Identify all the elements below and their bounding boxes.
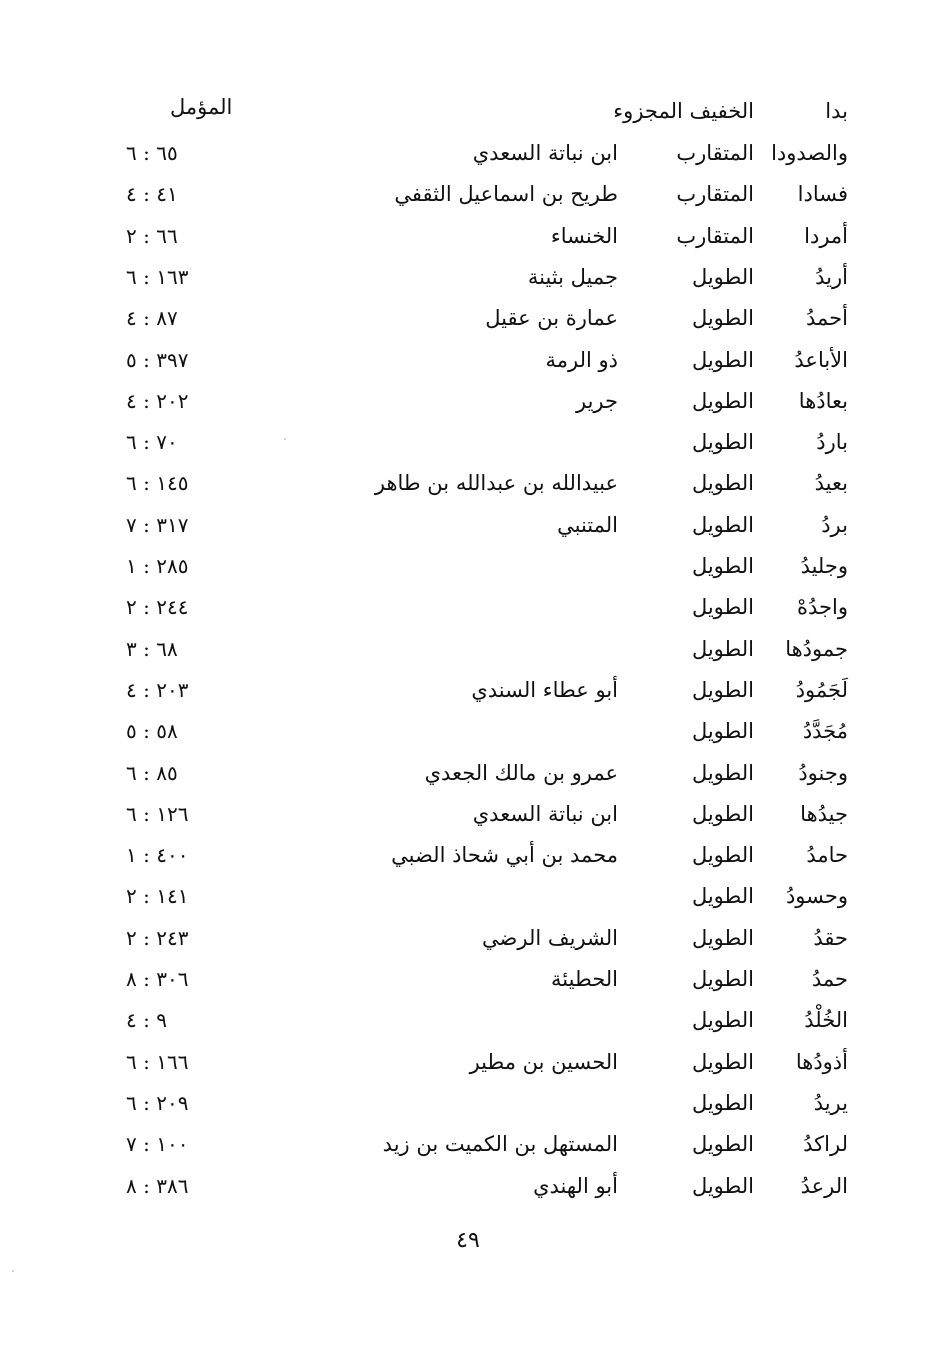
poet-name: الشريف الرضي bbox=[482, 926, 618, 950]
rhyme-word: وحسودُ bbox=[785, 884, 848, 908]
poet-name: أبو الهندي bbox=[533, 1174, 618, 1198]
source-reference: ٢٨٥ : ١ bbox=[126, 554, 189, 578]
poet-name: المستهل بن الكميت بن زيد bbox=[382, 1132, 618, 1156]
rhyme-word: حقدُ bbox=[813, 926, 848, 950]
rhyme-word: وجليدُ bbox=[800, 554, 848, 578]
page-number: ٤٩ bbox=[456, 1228, 480, 1253]
table-row bbox=[0, 468, 936, 509]
meter-name: الطويل bbox=[691, 595, 754, 619]
poet-name: عمرو بن مالك الجعدي bbox=[424, 761, 618, 785]
meter-name: المتقارب bbox=[676, 224, 754, 248]
source-reference: ٣٩٧ : ٥ bbox=[126, 348, 189, 372]
header-rhyme: بدا bbox=[825, 99, 848, 123]
source-reference: ٩ : ٤ bbox=[126, 1008, 167, 1032]
source-reference: ٢٠٢ : ٤ bbox=[126, 389, 189, 413]
scan-speck bbox=[284, 438, 286, 440]
poet-name: الحسين بن مطير bbox=[469, 1050, 618, 1074]
rhyme-word: الأباعدُ bbox=[794, 348, 848, 372]
poet-name: ابن نباتة السعدي bbox=[472, 802, 618, 826]
rhyme-word: جمودُها bbox=[785, 637, 848, 661]
table-row bbox=[0, 179, 936, 220]
header-row bbox=[0, 96, 936, 137]
table-row bbox=[0, 427, 936, 468]
meter-name: المتقارب bbox=[676, 182, 754, 206]
meter-name: الطويل bbox=[691, 554, 754, 578]
source-reference: ٤١ : ٤ bbox=[126, 182, 178, 206]
table-row bbox=[0, 1129, 936, 1170]
poet-name: الحطيئة bbox=[551, 967, 618, 991]
meter-name: الطويل bbox=[691, 678, 754, 702]
meter-name: الطويل bbox=[691, 926, 754, 950]
poet-name: عمارة بن عقيل bbox=[485, 306, 618, 330]
source-reference: ١٦٦ : ٦ bbox=[126, 1050, 189, 1074]
meter-name: الطويل bbox=[691, 637, 754, 661]
meter-name: الطويل bbox=[691, 348, 754, 372]
meter-name: الطويل bbox=[691, 843, 754, 867]
source-reference: ١٤٥ : ٦ bbox=[126, 471, 189, 495]
source-reference: ١٢٦ : ٦ bbox=[126, 802, 189, 826]
meter-name: الطويل bbox=[691, 430, 754, 454]
table-row bbox=[0, 634, 936, 675]
rhyme-word: أذودُها bbox=[795, 1050, 848, 1074]
source-reference: ٢٤٤ : ٢ bbox=[126, 595, 189, 619]
rhyme-word: بردُ bbox=[821, 513, 848, 537]
table-row bbox=[0, 345, 936, 386]
source-reference: ٤٠٠ : ١ bbox=[126, 843, 189, 867]
rhyme-word: حمدُ bbox=[811, 967, 848, 991]
meter-name: الطويل bbox=[691, 802, 754, 826]
source-reference: ٦٨ : ٣ bbox=[126, 637, 178, 661]
table-row bbox=[0, 923, 936, 964]
poet-name: جميل بثينة bbox=[527, 265, 618, 289]
rhyme-word: لَجَمُودُ bbox=[795, 678, 848, 702]
source-reference: ١٤١ : ٢ bbox=[126, 884, 189, 908]
table-row bbox=[0, 551, 936, 592]
table-row bbox=[0, 592, 936, 633]
table-row bbox=[0, 675, 936, 716]
poet-name: أبو عطاء السندي bbox=[471, 678, 618, 702]
scan-speck bbox=[12, 1270, 14, 1272]
table-row bbox=[0, 1047, 936, 1088]
rhyme-word: الخُلْدُ bbox=[804, 1008, 848, 1032]
source-reference: ١٦٣ : ٦ bbox=[126, 265, 189, 289]
table-row bbox=[0, 1005, 936, 1046]
poet-name: الخنساء bbox=[550, 224, 618, 248]
poet-name: طريح بن اسماعيل الثقفي bbox=[394, 182, 618, 206]
meter-name: الطويل bbox=[691, 389, 754, 413]
source-reference: ٢٤٣ : ٢ bbox=[126, 926, 189, 950]
table-row bbox=[0, 758, 936, 799]
rhyme-word: حامدُ bbox=[806, 843, 848, 867]
rhyme-word: باردُ bbox=[816, 430, 848, 454]
rhyme-word: يريدُ bbox=[813, 1091, 848, 1115]
rhyme-word: لراكدُ bbox=[803, 1132, 848, 1156]
meter-name: الطويل bbox=[691, 513, 754, 537]
rhyme-word: الرعدُ bbox=[800, 1174, 848, 1198]
poet-name: المتنبي bbox=[557, 513, 618, 537]
table-row bbox=[0, 881, 936, 922]
meter-name: الطويل bbox=[691, 306, 754, 330]
table-row bbox=[0, 716, 936, 757]
meter-name: الطويل bbox=[691, 884, 754, 908]
rhyme-word: أحمدُ bbox=[806, 306, 848, 330]
table-row bbox=[0, 1171, 936, 1212]
rhyme-word: أريدُ bbox=[815, 265, 848, 289]
source-reference: ٢٠٣ : ٤ bbox=[126, 678, 189, 702]
rhyme-word: أمردا bbox=[804, 224, 848, 248]
meter-name: الطويل bbox=[691, 719, 754, 743]
header-meter: الخفيف المجزوء bbox=[613, 99, 754, 123]
table-row bbox=[0, 510, 936, 551]
table-row bbox=[0, 303, 936, 344]
meter-name: المتقارب bbox=[676, 141, 754, 165]
rhyme-word: بعادُها bbox=[798, 389, 848, 413]
source-reference: ٣١٧ : ٧ bbox=[126, 513, 189, 537]
table-row bbox=[0, 1088, 936, 1129]
source-reference: ٣٠٦ : ٨ bbox=[126, 967, 189, 991]
rhyme-word: مُجَدَّدُ bbox=[802, 719, 848, 743]
source-reference: ٣٨٦ : ٨ bbox=[126, 1174, 189, 1198]
rhyme-word: جيدُها bbox=[800, 802, 848, 826]
rhyme-word: واجدُهْ bbox=[797, 595, 848, 619]
meter-name: الطويل bbox=[691, 1091, 754, 1115]
source-reference: ٦٦ : ٢ bbox=[126, 224, 178, 248]
rhyme-word: وجنودُ bbox=[798, 761, 848, 785]
source-reference: ٢٠٩ : ٦ bbox=[126, 1091, 189, 1115]
meter-name: الطويل bbox=[691, 1008, 754, 1032]
rhyme-word: فسادا bbox=[797, 182, 848, 206]
rhyme-word: والصدودا bbox=[771, 141, 848, 165]
poet-name: محمد بن أبي شحاذ الضبي bbox=[391, 843, 618, 867]
poet-name: جرير bbox=[576, 389, 618, 413]
source-reference: ٧٠ : ٦ bbox=[126, 430, 178, 454]
table-row bbox=[0, 221, 936, 262]
source-reference: ٥٨ : ٥ bbox=[126, 719, 178, 743]
meter-name: الطويل bbox=[691, 967, 754, 991]
source-reference: ٦٥ : ٦ bbox=[126, 141, 178, 165]
meter-name: الطويل bbox=[691, 1132, 754, 1156]
poet-name: ذو الرمة bbox=[545, 348, 618, 372]
table-row bbox=[0, 840, 936, 881]
source-reference: ١٠٠ : ٧ bbox=[126, 1132, 189, 1156]
table-row bbox=[0, 386, 936, 427]
meter-name: الطويل bbox=[691, 471, 754, 495]
poet-name: ابن نباتة السعدي bbox=[472, 141, 618, 165]
meter-name: الطويل bbox=[691, 761, 754, 785]
meter-name: الطويل bbox=[691, 265, 754, 289]
table-row bbox=[0, 964, 936, 1005]
poet-name: عبيدالله بن عبدالله بن طاهر bbox=[374, 471, 618, 495]
table-row bbox=[0, 262, 936, 303]
source-reference: ٨٥ : ٦ bbox=[126, 761, 178, 785]
table-row bbox=[0, 138, 936, 179]
rhyme-word: بعيدُ bbox=[814, 471, 848, 495]
meter-name: الطويل bbox=[691, 1050, 754, 1074]
table-row bbox=[0, 799, 936, 840]
source-reference: ٨٧ : ٤ bbox=[126, 306, 178, 330]
source-column-header: المؤمل bbox=[170, 95, 233, 119]
meter-name: الطويل bbox=[691, 1174, 754, 1198]
